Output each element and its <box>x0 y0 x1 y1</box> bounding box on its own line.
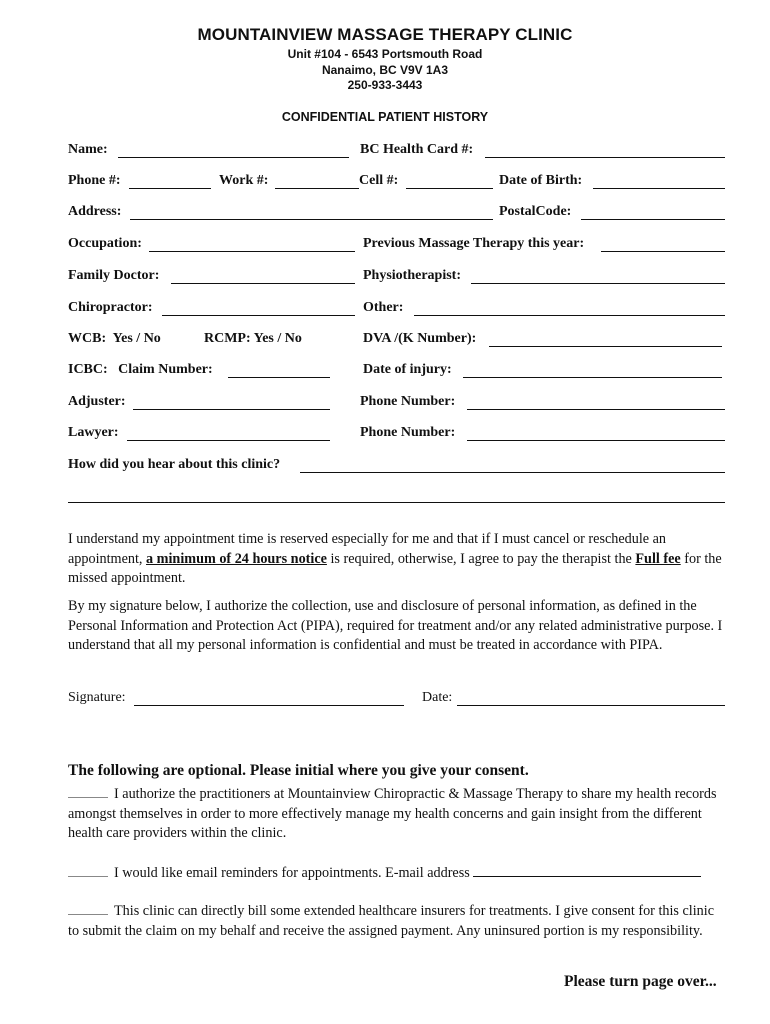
previous-massage-label: Previous Massage Therapy this year: <box>363 236 585 251</box>
dva-label: DVA /(K Number): <box>363 331 477 346</box>
row-how-heard <box>68 457 725 477</box>
adjuster-field[interactable] <box>133 409 330 410</box>
consent-direct-billing <box>68 902 728 941</box>
row-name <box>68 142 725 162</box>
date-of-injury-label: Date of injury: <box>363 362 452 377</box>
policy-fee-emphasis: Full fee <box>635 550 681 567</box>
physiotherapist-label: Physiotherapist: <box>363 268 461 283</box>
cell-label: Cell #: <box>359 173 399 188</box>
row-occupation <box>68 236 725 256</box>
work-label: Work #: <box>219 173 269 188</box>
row-signature <box>68 690 725 710</box>
address-field[interactable] <box>130 219 493 220</box>
policy-text-b: is required, otherwise, I agree to pay the therapist the <box>326 550 636 567</box>
consent-email-reminders <box>68 863 728 884</box>
policy-text-a: I understand my appointment time is reserved especially for me and that if I must cancel or reschedule an appointment, <box>68 531 667 567</box>
policy-notice-emphasis: a minimum of 24 hours notice <box>146 550 327 567</box>
other-label: Other: <box>363 300 404 315</box>
address-line-1: Unit #104 - 6543 Portsmouth Road <box>287 47 483 61</box>
lawyer-field[interactable] <box>127 440 330 441</box>
work-field[interactable] <box>275 188 359 189</box>
row-family-doctor <box>68 268 725 288</box>
date-of-birth-label: Date of Birth: <box>499 173 583 188</box>
row-adjuster <box>68 394 725 414</box>
date-of-birth-field[interactable] <box>593 188 725 189</box>
lawyer-phone-label: Phone Number: <box>360 425 456 440</box>
occupation-field[interactable] <box>149 251 355 252</box>
optional-heading: The following are optional. Please initial where you give your consent. <box>68 762 529 779</box>
family-doctor-field[interactable] <box>171 283 355 284</box>
phone-field[interactable] <box>129 188 211 189</box>
initial-field-3[interactable] <box>68 903 108 915</box>
address-line-2: Nanaimo, BC V9V 1A3 <box>321 63 449 77</box>
clinic-name: MOUNTAINVIEW MASSAGE THERAPY CLINIC <box>197 25 573 44</box>
address-label: Address: <box>68 204 122 219</box>
cell-field[interactable] <box>406 188 493 189</box>
icbc-claim-field[interactable] <box>228 377 330 378</box>
row-chiropractor <box>68 300 725 320</box>
adjuster-phone-label: Phone Number: <box>360 394 456 409</box>
signature-label: Signature: <box>68 690 126 705</box>
rcmp-label[interactable]: RCMP: Yes / No <box>204 331 302 346</box>
physiotherapist-field[interactable] <box>471 283 725 284</box>
how-heard-field-line-2[interactable] <box>68 502 725 503</box>
row-lawyer <box>68 425 725 445</box>
chiropractor-label: Chiropractor: <box>68 300 153 315</box>
consent-1-text: I authorize the practitioners at Mountainview Chiropractic & Massage Therapy to share my health records amongst themselves in order to more effectively manage my health concerns and gain insight from the different health care providers within the clinic. <box>68 786 717 841</box>
initial-field-2[interactable] <box>68 865 108 877</box>
consent-3-text: This clinic can directly bill some extended healthcare insurers for treatments. I give consent for this clinic to submit the claim on my behalf and receive the assigned payment. Any uninsured portion is my responsibility. <box>68 903 715 939</box>
row-phones <box>68 173 725 193</box>
previous-massage-field[interactable] <box>601 251 725 252</box>
pipa-consent: By my signature below, I authorize the collection, use and disclosure of personal information, as defined in the Personal Information and Protection Act (PIPA), required for treatment and/or any related administrative purpose. I understand that all my personal information is confidential and must be treated in accordance with PIPA. <box>68 598 723 653</box>
family-doctor-label: Family Doctor: <box>68 268 160 283</box>
phone-label: Phone #: <box>68 173 121 188</box>
date-of-injury-field[interactable] <box>463 377 722 378</box>
row-address <box>68 204 725 224</box>
policy-text-c: for the missed appointment. <box>68 550 722 586</box>
date-field[interactable] <box>457 705 725 706</box>
name-label: Name: <box>68 142 108 157</box>
row-icbc <box>68 362 725 382</box>
postal-code-field[interactable] <box>581 219 725 220</box>
postal-code-label: PostalCode: <box>499 204 572 219</box>
name-field[interactable] <box>118 157 349 158</box>
clinic-phone: 250-933-3443 <box>347 78 423 92</box>
turn-page-note: Please turn page over... <box>564 973 717 990</box>
wcb-label[interactable]: WCB: Yes / No <box>68 331 161 346</box>
other-field[interactable] <box>414 315 725 316</box>
row-wcb <box>68 331 725 351</box>
signature-field[interactable] <box>134 705 404 706</box>
chiropractor-field[interactable] <box>162 315 355 316</box>
lawyer-label: Lawyer: <box>68 425 119 440</box>
bc-health-card-label: BC Health Card #: <box>360 142 474 157</box>
dva-field[interactable] <box>489 346 722 347</box>
how-heard-field[interactable] <box>300 472 725 473</box>
cancellation-policy <box>68 530 728 589</box>
occupation-label: Occupation: <box>68 236 142 251</box>
form-title: CONFIDENTIAL PATIENT HISTORY <box>281 110 489 124</box>
how-heard-label: How did you hear about this clinic? <box>68 457 281 472</box>
bc-health-card-field[interactable] <box>485 157 725 158</box>
adjuster-phone-field[interactable] <box>467 409 725 410</box>
lawyer-phone-field[interactable] <box>467 440 725 441</box>
date-label: Date: <box>422 690 453 705</box>
initial-field-1[interactable] <box>68 786 108 798</box>
row-how-heard-cont <box>68 487 725 507</box>
adjuster-label: Adjuster: <box>68 394 126 409</box>
consent-2-text: I would like email reminders for appointments. E-mail address <box>114 865 470 881</box>
consent-share-records <box>68 785 728 844</box>
email-address-field[interactable] <box>473 863 701 877</box>
icbc-claim-label: ICBC: Claim Number: <box>68 362 213 377</box>
